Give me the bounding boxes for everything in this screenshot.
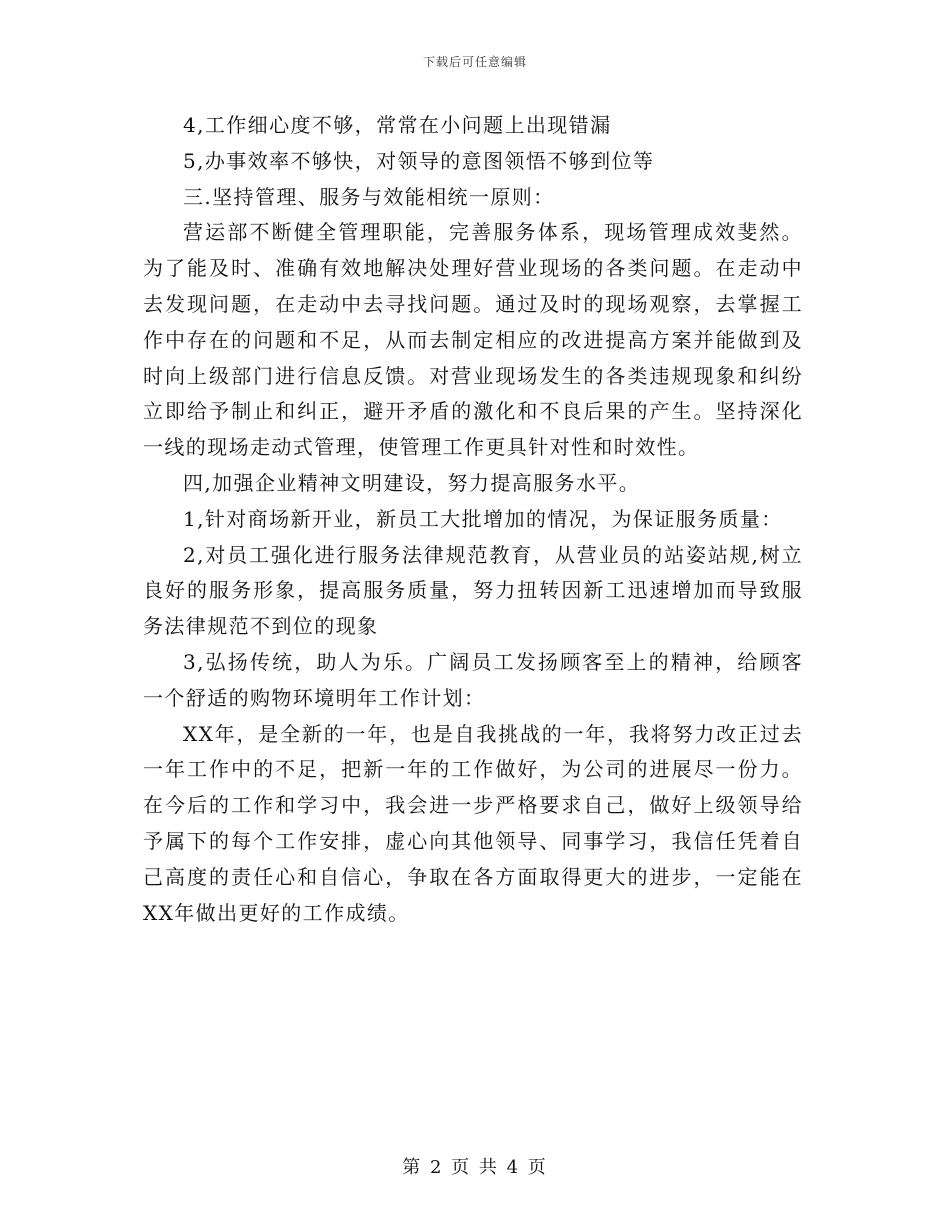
paragraph-point-1: 1,针对商场新开业，新员工大批增加的情况，为保证服务质量： — [183, 506, 783, 531]
document-body — [143, 108, 803, 931]
paragraph-operations: 营运部不断健全管理职能，完善服务体系，现场管理成效斐然。为了能及时、准确有效地解决处理好营业现场的各类问题。在走动中去发现问题，在走动中去寻找问题。通过及时的现场观察，去掌握工作中存在的问题和不足，从而去制定相应的改进提高方案并能做到及时向上级部门进行信息反馈。对营业现场发生的各类违规现象和纠纷立即给予制止和纠正，避开矛盾的激化和不良后果的产生。坚持深化一线的现场走动式管理，使管理工作更具针对性和时效性。 — [143, 220, 803, 460]
page-number: 第 2 页 共 4 页 — [402, 1157, 548, 1178]
paragraph-plan: XX年，是全新的一年，也是自我挑战的一年，我将努力改正过去一年工作中的不足，把新一年的工作做好，为公司的进展尽一份力。在今后的工作和学习中，我会进一步严格要求自己，做好上级领导给予属下的每个工作安排，虚心向其他领导、同事学习，我信任凭着自己高度的责任心和自信心，争取在各方面取得更大的进步，一定能在XX年做出更好的工作成绩。 — [143, 721, 803, 925]
paragraph-item-5: 5,办事效率不够快，对领导的意图领悟不够到位等 — [183, 148, 655, 173]
header-note: 下载后可任意编辑 — [422, 55, 527, 69]
paragraph-point-2: 2,对员工强化进行服务法律规范教育，从营业员的站姿站规,树立良好的服务形象，提高服务质量，努力扭转因新工迅速增加而导致服务法律规范不到位的现象 — [143, 542, 803, 639]
paragraph-point-3: 3,弘扬传统，助人为乐。广阔员工发扬顾客至上的精神，给顾客一个舒适的购物环境明年工作计划： — [143, 649, 803, 710]
paragraph-item-4: 4,工作细心度不够，常常在小问题上出现错漏 — [183, 113, 612, 137]
section-heading-4: 四,加强企业精神文明建设，努力提高服务水平。 — [183, 470, 641, 495]
section-heading-3: 三.坚持管理、服务与效能相统一原则： — [183, 184, 555, 209]
